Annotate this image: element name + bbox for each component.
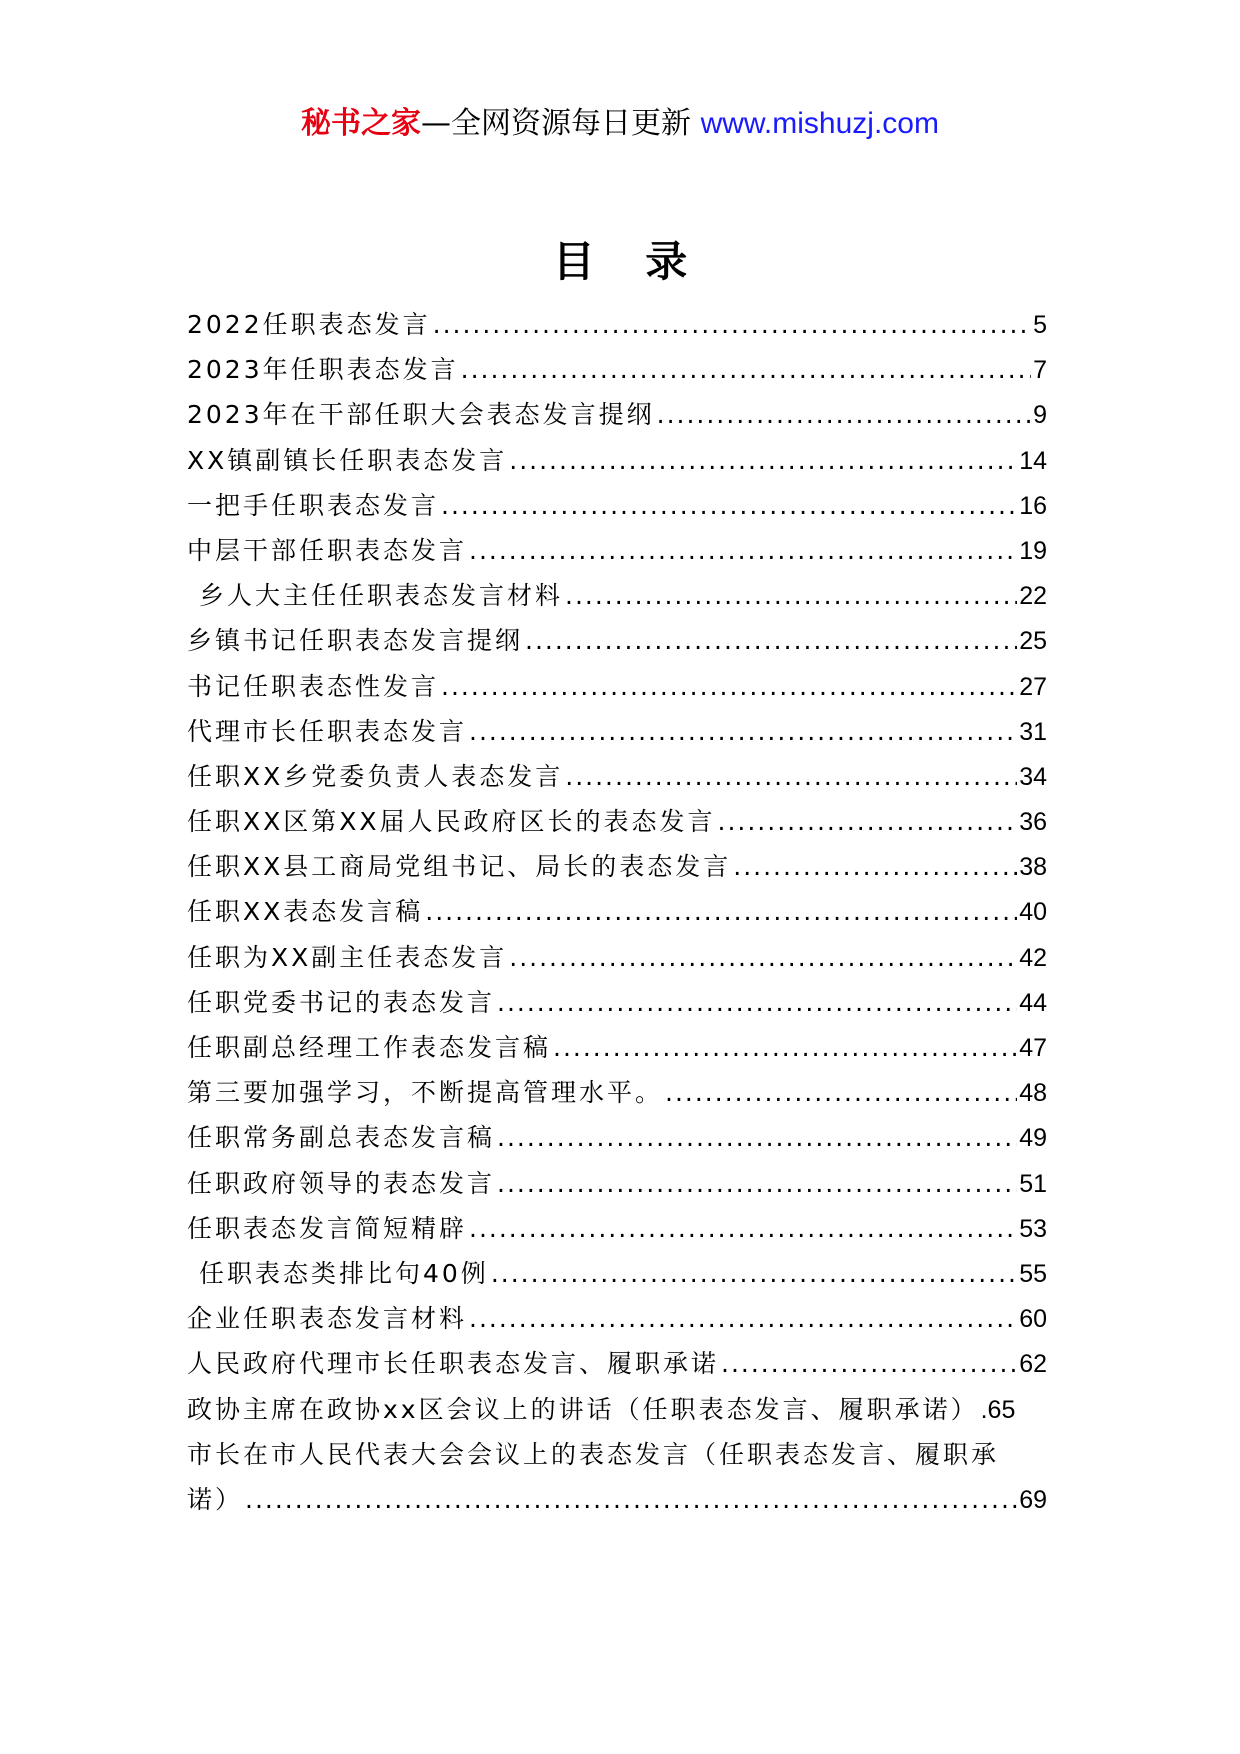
toc-leader-dots	[657, 392, 1031, 437]
toc-entry[interactable]	[187, 935, 1047, 980]
toc-entry-title: 市长在市人民代表大会会议上的表态发言（任职表态发言、履职承	[187, 1439, 1000, 1469]
toc-page-number: 5	[1033, 311, 1047, 339]
toc-entry-title-continued: 诺）	[187, 1484, 244, 1514]
toc-entry-title: 任职常务副总表态发言稿	[187, 1123, 496, 1153]
toc-page-number: 38	[1019, 853, 1047, 882]
toc-leader-dots	[565, 573, 1017, 618]
toc-entry[interactable]	[187, 573, 1047, 618]
toc-entry[interactable]	[187, 1161, 1047, 1206]
toc-entry-title: 乡人大主任任职表态发言材料	[199, 581, 564, 611]
toc-entry[interactable]	[187, 528, 1047, 573]
toc-leader-dots	[525, 618, 1017, 663]
toc-leader-dots	[509, 438, 1017, 483]
toc-entry[interactable]	[187, 302, 1047, 347]
toc-page-number: 47	[1019, 1034, 1047, 1062]
toc-entry-title: 书记任职表态性发言	[187, 671, 440, 701]
toc-page-number: 19	[1019, 536, 1047, 565]
toc-entry-title: 任职XX县工商局党组书记、局长的表态发言	[187, 852, 732, 882]
toc-entry-title: 政协主席在政协xx区会议上的讲话（任职表态发言、履职承诺）	[187, 1394, 979, 1424]
toc-leader-dots	[441, 664, 1017, 709]
toc-entry[interactable]	[187, 664, 1047, 709]
toc-entry-title: 2023年在干部任职大会表态发言提纲	[187, 400, 655, 430]
toc-leader-dots	[565, 754, 1017, 799]
toc-entry-title: 任职党委书记的表态发言	[187, 987, 496, 1017]
toc-leader-dots	[733, 844, 1017, 889]
site-url-link[interactable]: www.mishuzj.com	[700, 107, 939, 140]
toc-entry[interactable]	[187, 1432, 1047, 1522]
toc-entry-title: 人民政府代理市长任职表态发言、履职承诺	[187, 1349, 720, 1379]
brand-name: 秘书之家	[301, 106, 422, 141]
toc-leader-dots	[469, 528, 1017, 573]
toc-entry-title: 第三要加强学习，不断提高管理水平。	[187, 1078, 664, 1108]
toc-entry-title: 任职表态发言简短精辟	[187, 1213, 468, 1243]
toc-entry[interactable]	[187, 889, 1047, 934]
toc-page-number: 48	[1019, 1079, 1047, 1108]
toc-leader-dots	[491, 1251, 1017, 1296]
toc-entry[interactable]	[187, 438, 1047, 483]
toc-entry-title: 任职XX乡党委负责人表态发言	[187, 761, 564, 791]
table-of-contents	[187, 302, 1047, 1522]
site-slogan: —全网资源每日更新	[421, 106, 692, 141]
toc-leader-dots	[469, 1206, 1017, 1251]
toc-entry-title: 中层干部任职表态发言	[187, 535, 468, 565]
toc-page-number: 69	[1019, 1485, 1047, 1514]
toc-page-number: .65	[980, 1395, 1016, 1424]
toc-leader-dots	[433, 302, 1031, 347]
toc-entry[interactable]	[187, 1296, 1047, 1341]
toc-entry[interactable]	[187, 1251, 1047, 1296]
toc-entry[interactable]	[187, 1341, 1047, 1386]
toc-entry[interactable]	[187, 347, 1047, 392]
toc-page-number: 40	[1019, 898, 1047, 927]
toc-entry-title: XX镇副镇长任职表态发言	[187, 445, 508, 475]
toc-leader-dots	[469, 1296, 1017, 1341]
toc-page-number: 62	[1019, 1350, 1047, 1379]
toc-leader-dots	[553, 1025, 1017, 1070]
toc-leader-dots	[718, 799, 1018, 844]
toc-page-number: 49	[1019, 1124, 1047, 1153]
toc-page-number: 60	[1019, 1305, 1047, 1334]
toc-leader-dots	[721, 1341, 1017, 1386]
toc-entry[interactable]	[187, 1206, 1047, 1251]
toc-entry-title: 任职政府领导的表态发言	[187, 1168, 496, 1198]
site-header	[0, 100, 1240, 148]
toc-entry[interactable]	[187, 1025, 1047, 1070]
toc-leader-dots	[497, 980, 1017, 1025]
toc-leader-dots	[461, 347, 1031, 392]
toc-entry-title: 任职XX区第XX届人民政府区长的表态发言	[187, 807, 716, 837]
toc-page-number: 7	[1033, 356, 1047, 385]
toc-entry-title: 乡镇书记任职表态发言提纲	[187, 626, 524, 656]
toc-entry-title: 任职表态类排比句40例	[199, 1258, 489, 1288]
toc-entry[interactable]	[187, 618, 1047, 663]
toc-leader-dots	[497, 1161, 1017, 1206]
toc-entry-title: 2023年任职表态发言	[187, 355, 459, 385]
toc-entry[interactable]	[187, 1387, 1047, 1432]
toc-page-number: 9	[1033, 401, 1047, 430]
toc-leader-dots	[509, 935, 1017, 980]
toc-page-number: 36	[1019, 808, 1047, 837]
toc-page-number: 42	[1019, 943, 1047, 972]
toc-page-number: 22	[1019, 582, 1047, 611]
toc-title: 目 录	[552, 237, 706, 286]
toc-entry[interactable]	[187, 709, 1047, 754]
toc-entry-title: 任职XX表态发言稿	[187, 897, 424, 927]
toc-entry[interactable]	[187, 1070, 1047, 1115]
toc-page-number: 25	[1019, 627, 1047, 656]
toc-page-number: 44	[1019, 988, 1047, 1017]
toc-page-number: 16	[1019, 491, 1047, 520]
toc-entry[interactable]	[187, 799, 1047, 844]
toc-entry-title: 任职副总经理工作表态发言稿	[187, 1033, 552, 1062]
toc-page-number: 31	[1019, 717, 1047, 746]
toc-leader-dots	[425, 889, 1017, 934]
toc-entry-title: 企业任职表态发言材料	[187, 1304, 468, 1334]
toc-page-number: 53	[1019, 1214, 1047, 1243]
toc-page-number: 34	[1019, 762, 1047, 791]
toc-entry-title: 2022任职表态发言	[187, 310, 431, 339]
toc-entry[interactable]	[187, 392, 1047, 437]
toc-leader-dots	[665, 1070, 1017, 1115]
toc-page-number: 51	[1019, 1169, 1047, 1198]
toc-entry[interactable]	[187, 1115, 1047, 1160]
toc-leader-dots	[497, 1115, 1017, 1160]
toc-entry-title: 任职为XX副主任表态发言	[187, 942, 508, 972]
toc-leader-dots	[469, 709, 1017, 754]
toc-entry[interactable]	[187, 844, 1047, 889]
toc-entry-title: 一把手任职表态发言	[187, 490, 440, 520]
toc-entry[interactable]	[187, 483, 1047, 528]
toc-page-number: 55	[1019, 1259, 1047, 1288]
toc-entry-title: 代理市长任职表态发言	[187, 716, 468, 746]
toc-leader-dots	[441, 483, 1017, 528]
toc-entry[interactable]	[187, 754, 1047, 799]
toc-entry[interactable]	[187, 980, 1047, 1025]
toc-page-number: 14	[1019, 446, 1047, 475]
toc-leader-dots	[245, 1477, 1017, 1522]
toc-page-number: 27	[1019, 672, 1047, 701]
